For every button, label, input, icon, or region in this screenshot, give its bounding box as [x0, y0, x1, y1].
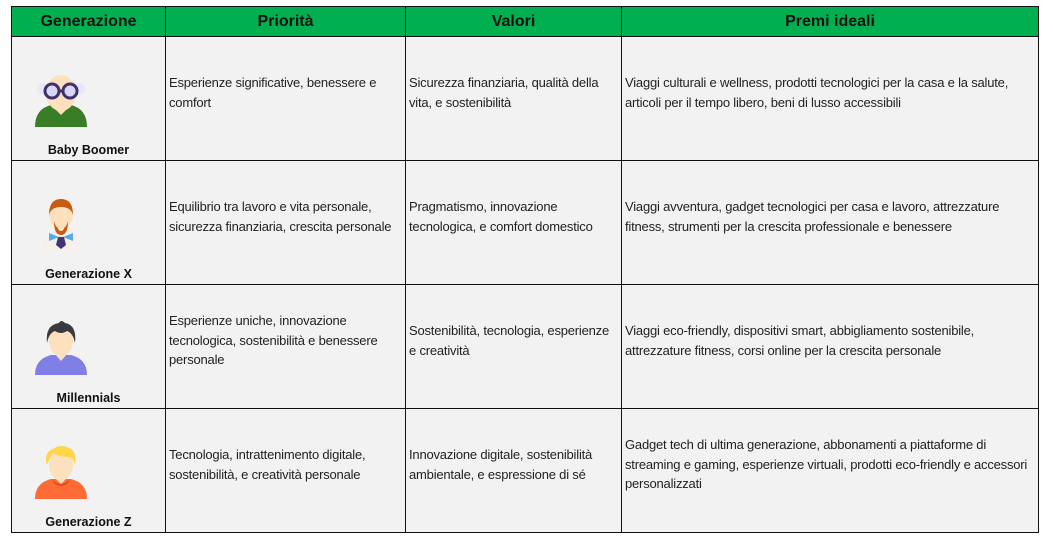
rewards-cell — [622, 285, 1039, 409]
values-text: Innovazione digitale, sostenibilità ambientale, e espressione di sé — [409, 447, 593, 482]
generation-name: Millennials — [56, 391, 121, 405]
values-text: Sicurezza finanziaria, qualità della vita, e sostenibilità — [409, 75, 599, 110]
rewards-text: Viaggi avventura, gadget tecnologici per casa e lavoro, attrezzature fitness, strumenti per la crescita professionale e benessere — [625, 199, 1000, 234]
rewards-cell — [622, 161, 1039, 285]
bearded-man-bowtie-icon — [33, 195, 89, 251]
header-priorita: Priorità — [166, 7, 406, 37]
priorities-text: Esperienze significative, benessere e comfort — [169, 75, 377, 110]
young-man-icon — [33, 319, 89, 375]
generation-name: Generazione X — [45, 267, 132, 281]
header-valori: Valori — [406, 7, 622, 37]
generation-name: Generazione Z — [45, 515, 132, 529]
header-generazione: Generazione — [12, 7, 166, 37]
priorities-cell — [166, 161, 406, 285]
table-row — [12, 409, 1039, 533]
values-cell — [406, 37, 622, 161]
priorities-text: Equilibrio tra lavoro e vita personale, sicurezza finanziaria, crescita personale — [169, 199, 392, 234]
values-cell — [406, 161, 622, 285]
table-row — [12, 37, 1039, 161]
values-text: Pragmatismo, innovazione tecnologica, e comfort domestico — [409, 199, 593, 234]
rewards-text: Viaggi eco-friendly, dispositivi smart, abbigliamento sostenibile, attrezzature fitness, corsi online per la crescita personale — [625, 323, 975, 358]
table-row — [12, 161, 1039, 285]
rewards-cell — [622, 37, 1039, 161]
generation-name: Baby Boomer — [47, 143, 130, 157]
values-text: Sostenibilità, tecnologia, esperienze e creatività — [409, 323, 610, 358]
generation-cell — [12, 37, 166, 161]
priorities-cell — [166, 37, 406, 161]
priorities-cell — [166, 285, 406, 409]
blond-youth-icon — [33, 443, 89, 499]
header-row — [12, 7, 1039, 37]
generation-cell — [12, 285, 166, 409]
values-cell — [406, 409, 622, 533]
rewards-text: Viaggi culturali e wellness, prodotti tecnologici per la casa e la salute, articoli per il tempo libero, beni di lusso accessibili — [625, 75, 1009, 110]
priorities-cell — [166, 409, 406, 533]
table-row — [12, 285, 1039, 409]
generation-cell — [12, 409, 166, 533]
rewards-cell — [622, 409, 1039, 533]
priorities-text: Tecnologia, intrattenimento digitale, sostenibilità, e creatività personale — [169, 447, 366, 482]
rewards-text: Gadget tech di ultima generazione, abbonamenti a piattaforme di streaming e gaming, esperienze virtuali, prodotti eco-friendly e accessori personalizzati — [625, 437, 1028, 492]
header-premi-ideali: Premi ideali — [622, 7, 1039, 37]
generation-cell — [12, 161, 166, 285]
elderly-man-glasses-icon — [33, 71, 89, 127]
generations-table — [11, 6, 1039, 533]
values-cell — [406, 285, 622, 409]
priorities-text: Esperienze uniche, innovazione tecnologica, sostenibilità e benessere personale — [169, 313, 378, 368]
